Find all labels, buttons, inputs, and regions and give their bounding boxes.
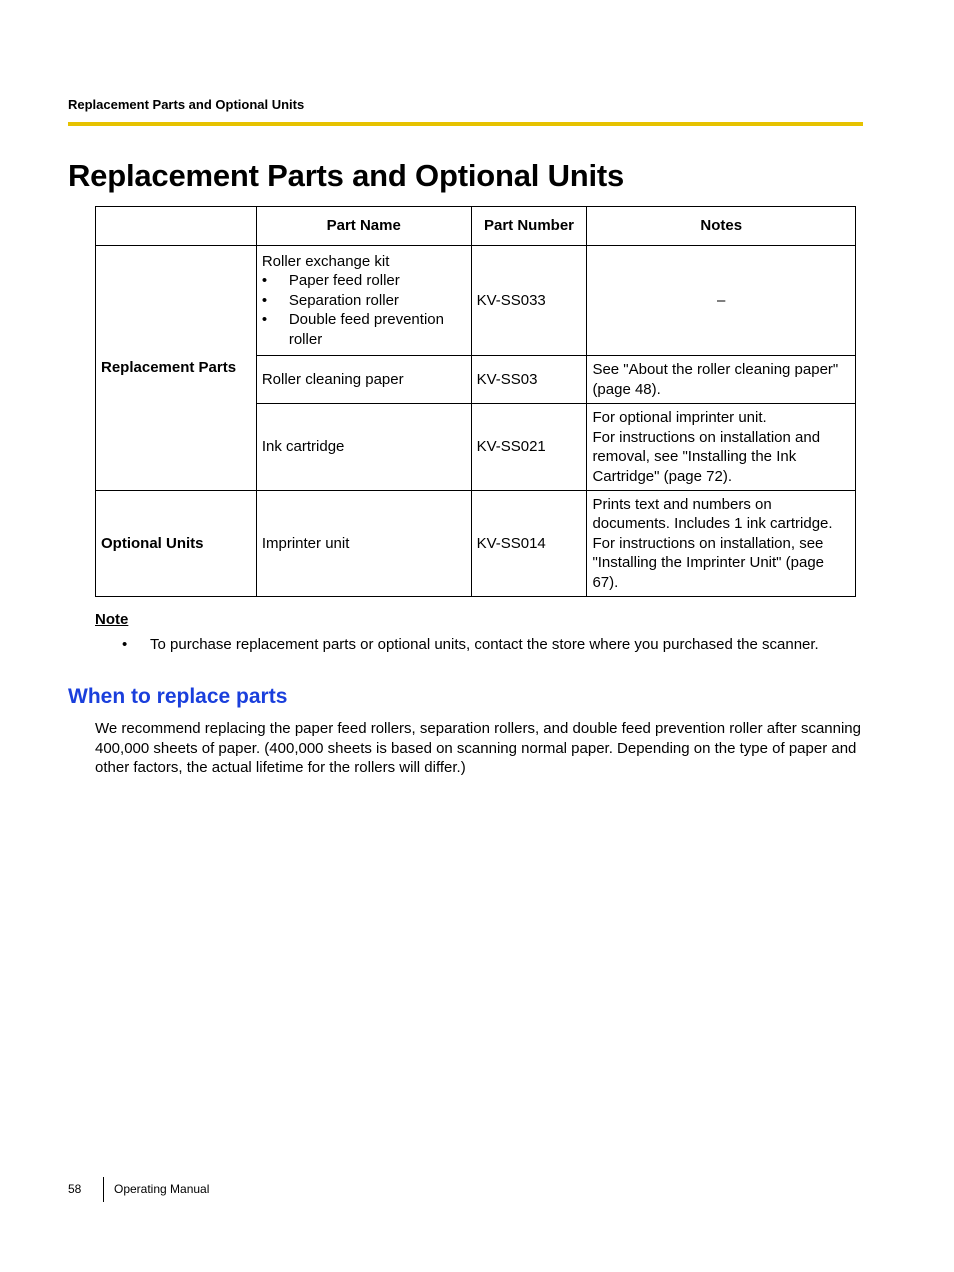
table-row xyxy=(96,491,856,597)
part-number: KV-SS033 xyxy=(471,246,587,356)
notes-line: For optional imprinter unit. xyxy=(592,409,767,426)
notes-cell xyxy=(587,491,856,597)
section-heading: When to replace parts xyxy=(68,685,288,708)
table-row xyxy=(96,246,856,356)
notes-line: For instructions on installation, see "Installing the Imprinter Unit" (page 67). xyxy=(592,534,825,591)
notes-cell xyxy=(587,404,856,491)
part-number: KV-SS021 xyxy=(471,404,587,491)
running-header: Replacement Parts and Optional Units xyxy=(68,97,305,112)
header-part-number: Part Number xyxy=(471,207,587,246)
footer-divider xyxy=(103,1177,104,1202)
table-header-row xyxy=(96,207,856,246)
note-label: Note xyxy=(95,611,129,628)
part-name: Roller cleaning paper xyxy=(256,356,471,404)
subitem-list xyxy=(262,271,466,349)
part-name: Roller exchange kit xyxy=(261,252,390,270)
category-optional-units: Optional Units xyxy=(96,491,257,597)
part-number: KV-SS03 xyxy=(471,356,587,404)
notes-cell: – xyxy=(587,246,856,356)
notes-line: For instructions on installation and removal, see "Installing the Ink Cartridge" (page 72). xyxy=(592,428,821,485)
page-number: 58 xyxy=(68,1182,82,1196)
parts-table xyxy=(95,206,856,597)
header-rule xyxy=(68,122,863,126)
part-name: Imprinter unit xyxy=(256,491,471,597)
part-number: KV-SS014 xyxy=(471,491,587,597)
list-item: • Double feed prevention roller xyxy=(262,310,466,349)
list-item: • Paper feed roller xyxy=(262,271,466,291)
list-item: • Separation roller xyxy=(262,291,466,311)
notes-cell: See "About the roller cleaning paper" (page 48). xyxy=(587,356,856,404)
page-title: Replacement Parts and Optional Units xyxy=(68,158,625,193)
header-empty xyxy=(96,207,257,246)
section-body: We recommend replacing the paper feed rollers, separation rollers, and double feed prevention roller after scanning 400,000 sheets of paper. (400,000 sheets is based on scanning normal paper. Depending on the type of paper and other factors, the actual lifetime for the rollers will differ.) xyxy=(95,720,861,776)
part-name: Ink cartridge xyxy=(256,404,471,491)
note-text: To purchase replacement parts or optional units, contact the store where you purchased the scanner. xyxy=(150,636,819,653)
header-part-name: Part Name xyxy=(256,207,471,246)
notes-line: Prints text and numbers on documents. Includes 1 ink cartridge. xyxy=(592,495,833,533)
part-name-cell xyxy=(256,246,471,356)
footer-title: Operating Manual xyxy=(114,1182,210,1196)
category-replacement-parts: Replacement Parts xyxy=(96,246,257,491)
header-notes: Notes xyxy=(587,207,856,246)
bullet-icon: • xyxy=(122,636,128,653)
